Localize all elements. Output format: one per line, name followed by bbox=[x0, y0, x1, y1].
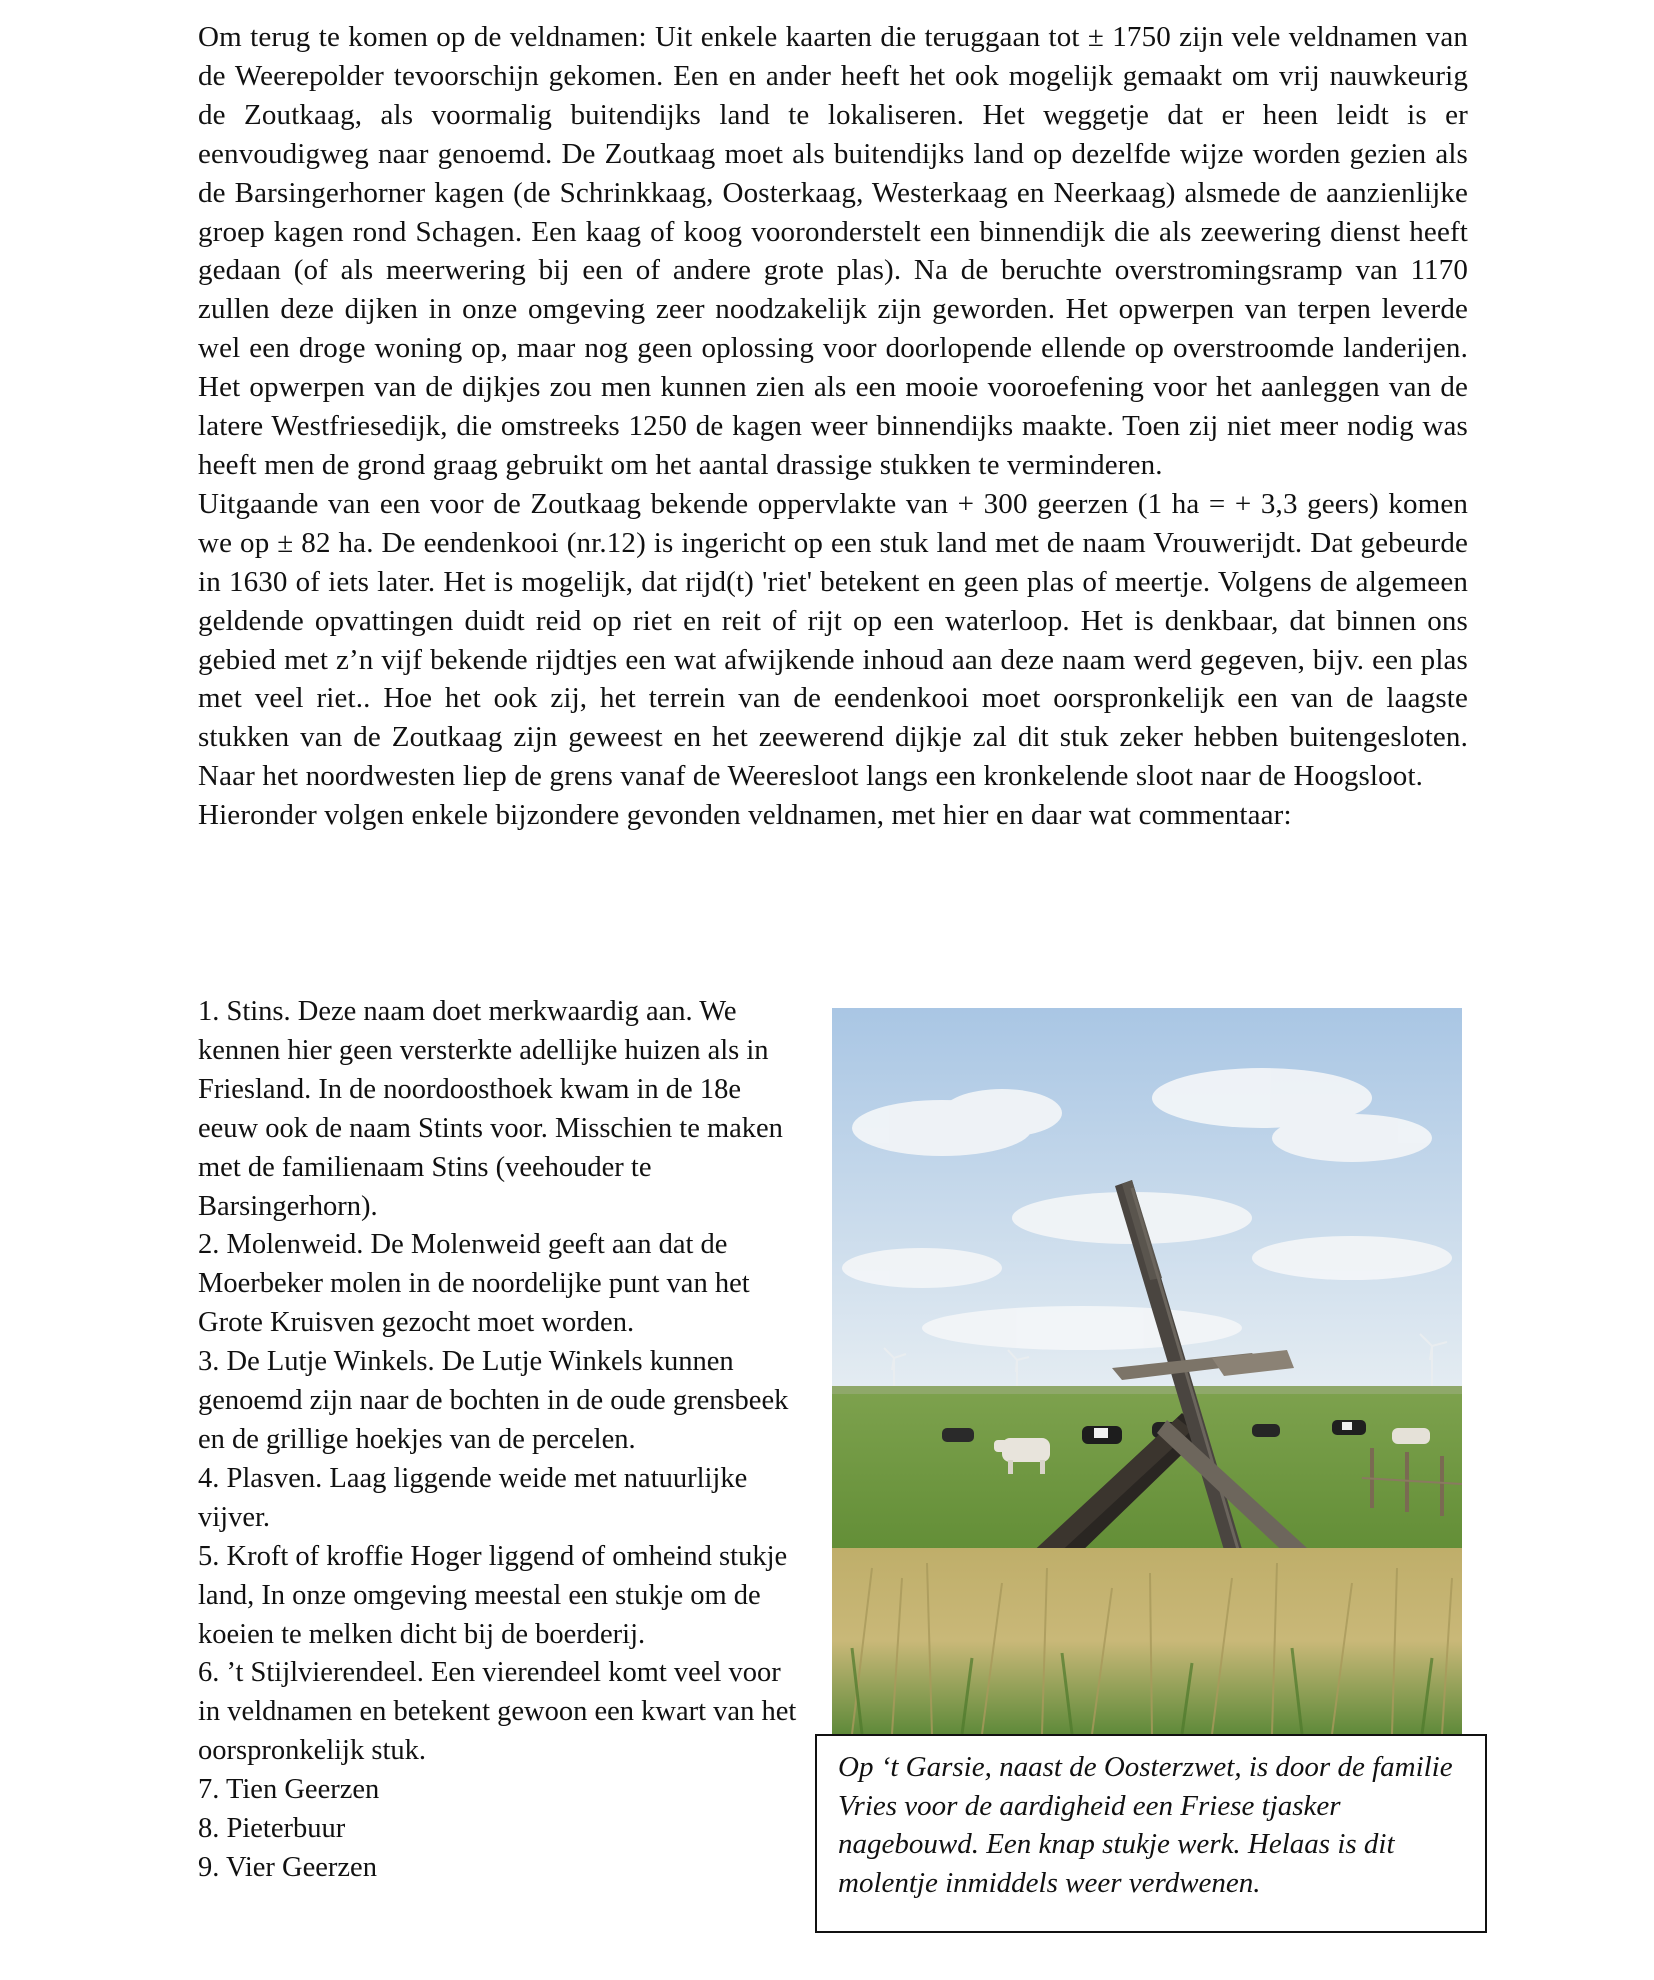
fieldname-list bbox=[198, 993, 798, 1888]
list-item: 2. Molenweid. De Molenweid geeft aan dat de Moerbeker molen in de noordelijke punt van het Grote Kruisven gezocht moet worden. bbox=[198, 1229, 750, 1339]
list-item: 1. Stins. Deze naam doet merkwaardig aan. We kennen hier geen versterkte adellijke huizen als in Friesland. In de noordoosthoek kwam in de 18e eeuw ook de naam Stints voor. Misschien te maken met de familienaam Stins (veehouder te Barsingerhorn). bbox=[198, 996, 783, 1222]
list-item: 5. Kroft of kroffie Hoger liggend of omheind stukje land, In onze omgeving meestal een stukje om de koeien te melken dicht bij de boerderij. bbox=[198, 1540, 788, 1650]
caption-text: Op ‘t Garsie, naast de Oosterzwet, is door de familie Vries voor de aardigheid een Friese tjasker nagebouwd. Een knap stukje werk. Helaas is dit molentje inmiddels weer verdwenen. bbox=[838, 1751, 1453, 1899]
photo-caption bbox=[815, 1734, 1487, 1933]
list-item: 6. ’t Stijlvierendeel. Een vierendeel komt veel voor in veldnamen en betekent gewoon een kwart van het oorspronkelijk stuk. bbox=[198, 1657, 797, 1767]
list-item: 3. De Lutje Winkels. De Lutje Winkels kunnen genoemd zijn naar de bochten in de oude grensbeek en de grillige hoekjes van de percelen. bbox=[198, 1346, 789, 1455]
list-item: 4. Plasven. Laag liggende weide met natuurlijke vijver. bbox=[198, 1462, 748, 1533]
tjasker-photo bbox=[832, 1008, 1462, 1734]
paragraph-zoutkaag: Om terug te komen op de veldnamen: Uit enkele kaarten die teruggaan tot ± 1750 zijn vele veldnamen van de Weerepolder tevoorschijn gekomen. Een en ander heeft het ook mogelijk gemaakt om vrij nauwkeurig de Zoutkaag, als voormalig buitendijks land te lokaliseren. Het weggetje dat er heen leidt is er eenvoudigweg naar genoemd. De Zoutkaag moet als buitendijks land op dezelfde wijze worden gezien als de Barsingerhorner kagen (de Schrinkkaag, Oosterkaag, Westerkaag en Neerkaag) alsmede de aanzienlijke groep kagen rond Schagen. Een kaag of koog vooronderstelt een binnendijk die als zeewering dienst heeft gedaan (of als meerwering bij een of andere grote plas). Na de beruchte overstromingsramp van 1170 zullen deze dijken in onze omgeving zeer noodzakelijk zijn geworden. Het opwerpen van terpen leverde wel een droge woning op, maar nog geen oplossing voor doorlopende ellende op overstroomde landerijen. Het opwerpen van de dijkjes zou men kunnen zien als een mooie vooroefening voor het aanleggen van de latere Westfriesedijk, die omstreeks 1250 de kagen weer binnendijks maakte. Toen zij niet meer nodig was heeft men de grond graag gebruikt om het aantal drassige stukken te verminderen. bbox=[198, 21, 1468, 481]
list-item: 8. Pieterbuur bbox=[198, 1813, 346, 1845]
list-item: 9. Vier Geerzen bbox=[198, 1851, 377, 1883]
article-body bbox=[198, 18, 1468, 835]
paragraph-eendenkooi: Uitgaande van een voor de Zoutkaag bekende oppervlakte van + 300 geerzen (1 ha = + 3,3 geers) komen we op ± 82 ha. De eendenkooi (nr.12) is ingericht op een stuk land met de naam Vrouwerijdt. Dat gebeurde in 1630 of iets later. Het is mogelijk, dat rijd(t) 'riet' betekent en geen plas of meertje. Volgens de algemeen geldende opvattingen duidt reid op riet en reit of rijt op een waterloop. Het is denkbaar, dat binnen ons gebied met z’n vijf bekende rijdtjes een wat afwijkende inhoud aan deze naam werd gegeven, bijv. een plas met veel riet.. Hoe het ook zij, het terrein van de eendenkooi moet oorspronkelijk een van de laagste stukken van de Zoutkaag zijn geweest en het zeewerend dijkje zal dit stuk zeker hebben buitengesloten. Naar het noordwesten liep de grens vanaf de Weeresloot langs een kronkelende sloot naar de Hoogsloot. bbox=[198, 487, 1468, 793]
paragraph-intro-list: Hieronder volgen enkele bijzondere gevonden veldnamen, met hier en daar wat commentaar: bbox=[198, 799, 1292, 832]
list-item: 7. Tien Geerzen bbox=[198, 1774, 380, 1806]
